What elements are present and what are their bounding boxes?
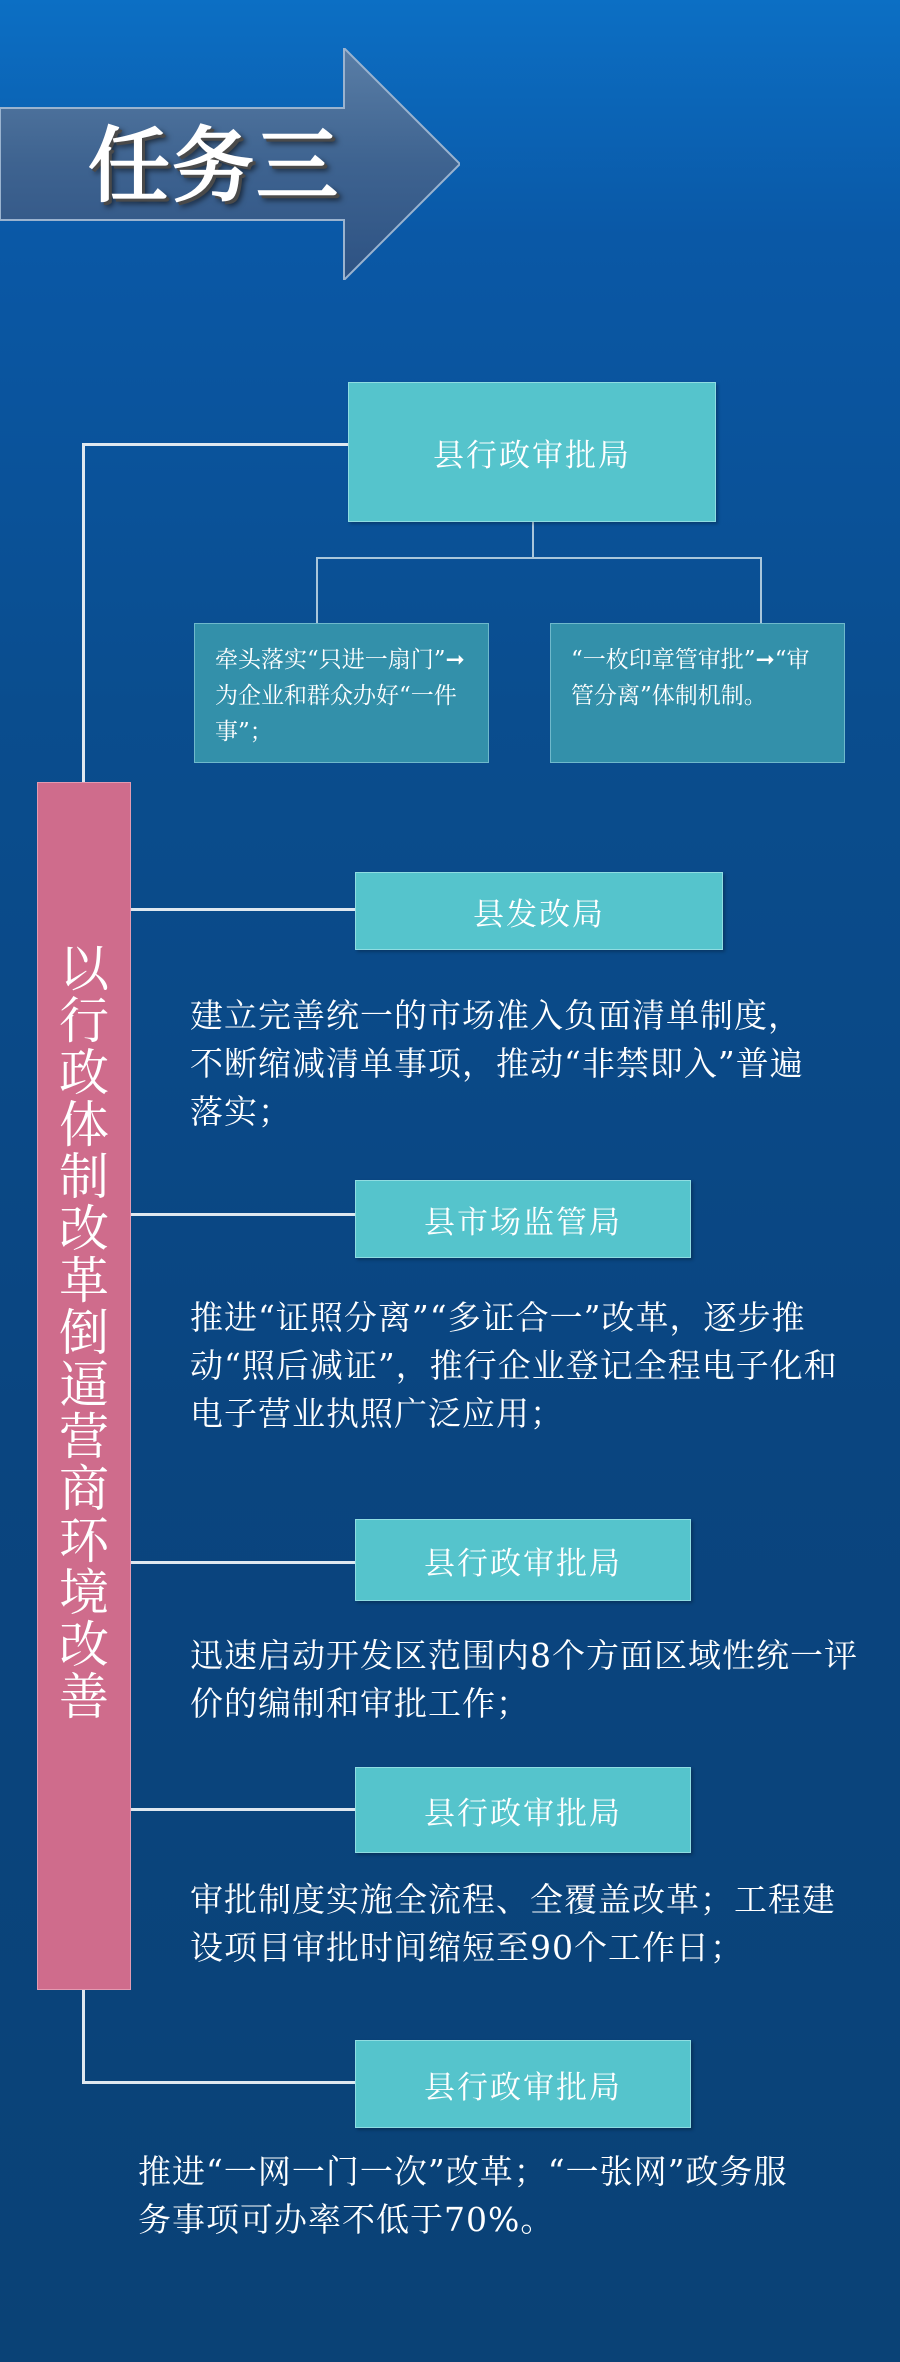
section-description: 建立完善统一的市场准入负面清单制度，不断缩减清单事项，推动“非禁即入”普遍落实； (190, 996, 804, 1131)
section-description: 推进“一网一门一次”改革；“一张网”政务服务事项可办率不低于70%。 (138, 2152, 788, 2239)
dept-box-market-supervision: 县市场监管局 (355, 1180, 691, 1258)
tree-line (760, 557, 762, 623)
sub-item-one-door: 牵头落实“只进一扇门”➞为企业和群众办好“一件事”； (194, 623, 489, 763)
connector-line (82, 1990, 85, 2082)
dept-box-admin-approval-2: 县行政审批局 (355, 1519, 691, 1601)
dept-box-admin-approval-top: 县行政审批局 (348, 382, 716, 522)
dept-box-development-reform: 县发改局 (355, 872, 723, 950)
tree-line (316, 557, 762, 559)
sidebar-theme (37, 782, 131, 1990)
sidebar-theme-text: 以 行 政 体 制 改 革 倒 逼 营 商 环 境 改 善 (59, 940, 109, 1726)
connector-line (131, 1213, 355, 1216)
tree-line (316, 557, 318, 623)
connector-line (82, 2081, 355, 2084)
dept-box-admin-approval-3: 县行政审批局 (355, 1767, 691, 1853)
tree-line (532, 520, 534, 558)
section-description: 审批制度实施全流程、全覆盖改革；工程建设项目审批时间缩短至90个工作日； (190, 1880, 836, 1967)
connector-line (82, 443, 348, 446)
connector-line (82, 443, 85, 783)
sub-item-one-seal: “一枚印章管审批”➞“审管分离”体制机制。 (550, 623, 845, 763)
connector-line (131, 908, 355, 911)
dept-box-admin-approval-4: 县行政审批局 (355, 2040, 691, 2128)
section-description: 推进“证照分离”“多证合一”改革，逐步推动“照后减证”，推行企业登记全程电子化和电子营业执照广泛应用； (190, 1298, 838, 1433)
section-description: 迅速启动开发区范围内8个方面区域性统一评价的编制和审批工作； (190, 1636, 858, 1723)
connector-line (131, 1561, 355, 1564)
page-title: 任务三 (88, 119, 341, 214)
connector-line (131, 1808, 355, 1811)
